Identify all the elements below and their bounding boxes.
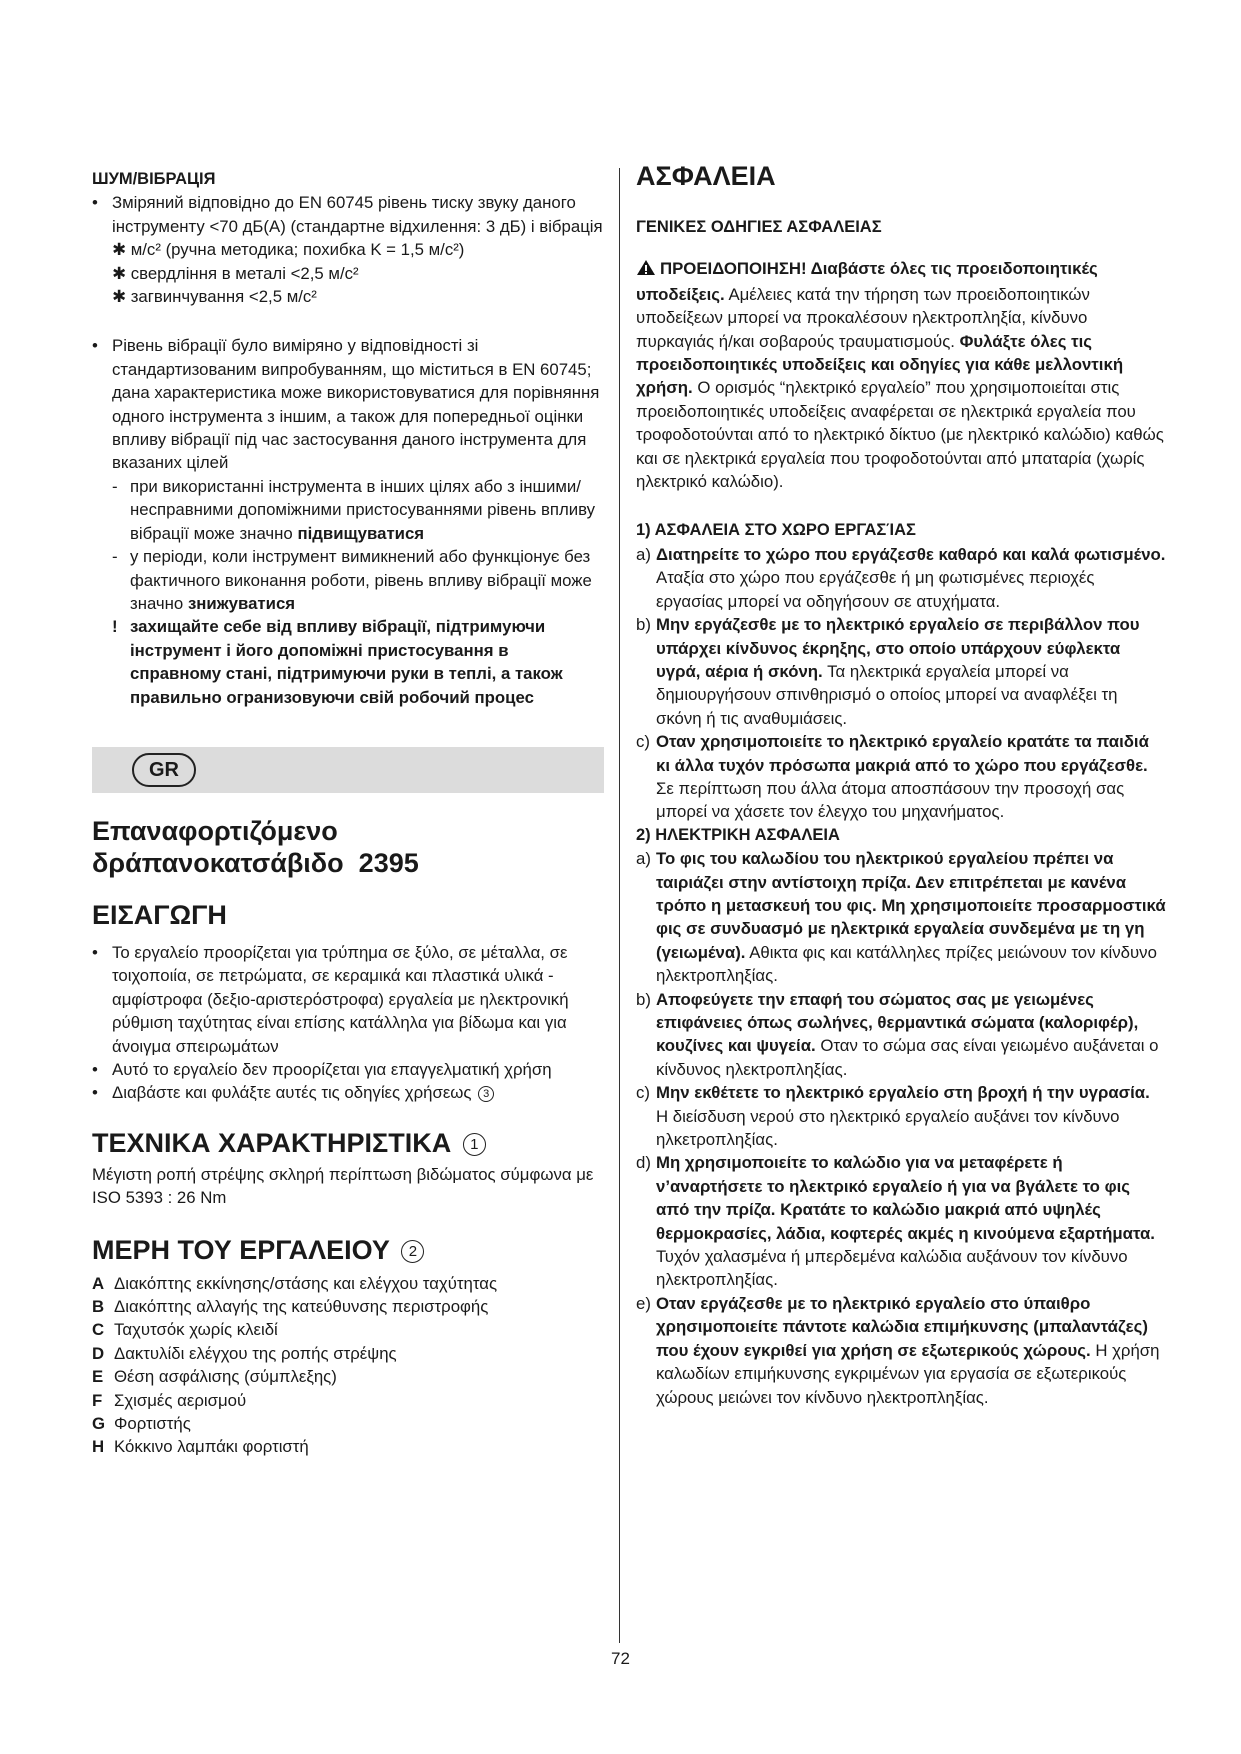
safety-title: ΑΣΦΑΛΕΙΑ [636,161,776,191]
parts-item: G Φορτιστής [92,1414,191,1434]
noise-bullet-1: • Зміряний відповідно до EN 60745 рівень тиску звуку даного інструменту <70 дБ(A) (стандартне відхилення: 3 дБ) і вібрація ✱ м/с² (ручна методика; похибка K = 1,5 м/с²) [92,193,603,260]
right-column [636,160,1166,1409]
section-2-item: c) Μην εκθέτετε το ηλεκτρικό εργαλείο στη βροχή ή την υγρασία. Η διείσδυση νερού στο ηλεκτρικό εργαλείο αυξάνει τον κίνδυνο ηλκετροπληξίας. [636,1083,1150,1150]
tech-heading: ΤΕΧΝΙΚΑ ΧΑΡΑΚΤΗΡΙΣΤΙΚΑ 1 [92,1127,604,1159]
parts-item: H Κόκκινο λαμπάκι φορτιστή [92,1437,309,1457]
language-bar [92,747,604,793]
section-2-item: b) Αποφεύγετε την επαφή του σώματος σας με γειωμένες επιφάνειες όπως σωλήνες, θερμαντικά σώματα (καλοριφέρ), κουζίνες και ψυγεία. Οταν το σώμα σας είναι γειωμένο αυξάνεται ο κίνδυνος ηλεκτροπληξίας. [636,989,1159,1079]
warning-icon [636,259,656,282]
noise-sub-1: ✱ свердління в металі <2,5 м/с² [112,263,359,283]
parts-list [92,1272,604,1459]
vibration-dash-2: - у періоди, коли інструмент вимикнений або функціонує без фактичного виконання роботи, рівень впливу вібрації може значно знижуватися [112,547,592,613]
page-number: 72 [611,1649,630,1668]
figure-ref-3: 3 [478,1086,494,1102]
vibration-dash-1: - при використанні інструмента в інших цілях або з іншими/несправними допоміжними пристосуваннями рівень впливу вібрації може значно підвищуватися [112,476,596,543]
noise-sub-2: ✱ загвинчування <2,5 м/с² [112,287,317,307]
tech-text: Μέγιστη ροπή στρέψης σκληρή περίπτωση βιδώματος σύμφωνα με ISO 5393 : 26 Nm [92,1164,594,1208]
parts-item: F Σχισμές αερισμού [92,1390,247,1410]
product-title: Επαναφορτιζόμενο δράπανοκατσάβιδο 2395 [92,815,419,878]
safety-subtitle: ΓΕΝΙΚΕΣ ΟΔΗΓΙΕΣ ΑΣΦΑΛΕΙΑΣ [636,218,882,236]
vibration-warning: ! захищайте себе від впливу вібрації, підтримуючи інструмент і його допоміжні пристосування в справному стані, підтримуючи руки в теплі, а також правильно огранизовуючи свій робочий процес [112,617,563,707]
parts-heading: ΜΕΡΗ ΤΟΥ ΕΡΓΑΛΕΙΟΥ 2 [92,1234,604,1266]
left-column [92,168,604,1459]
intro-heading: ΕΙΣΑΓΩΓΗ [92,899,227,930]
intro-bullet-1: • Το εργαλείο προορίζεται για τρύπημα σε ξύλο, σε μέταλλα, σε τοιχοποιία, σε πετρώματα, σε κεραμικά και πλαστικά υλικά - αμφίστροφα (δεξιο-αριστερόστροφα) εργαλεία με ηλεκτρονική ρύθμιση ταχύτητας είναι επίσης κατάλληλα για βίδωμα και για άνοιγμα σπειρωμάτων [92,942,569,1056]
parts-item: C Ταχυτσόκ χωρίς κλειδί [92,1320,278,1340]
section-1-item: c) Οταν χρησιμοποιείτε το ηλεκτρικό εργαλείο κρατάτε τα παιδιά κι άλλα τυχόν πρόσωπα μακριά από το χώρο που εργάζεσθε. Σε περίπτωση που άλλα άτομα αποσπάσουν την προσοχή σας μπορεί να χάσετε τον έλεγχο του μηχανήματος. [636,732,1149,822]
section-2-item: d) Μη χρησιμοποιείτε το καλώδιο για να μεταφέρετε ή ν’αναρτήσετε το ηλεκτρικό εργαλείο ή για να βγάλετε το φις από την πρίζα. Κρατάτε το καλώδιο μακριά από υψηλές θερμοκρασίες, λάδια, κοφτερές ακμές η κινούμενα εξαρτήματα. Τυχόν χαλασμένα ή μπερδεμένα καλώδια αυξάνουν τον κίνδυνο ηλεκτροπληξίας. [636,1153,1155,1290]
section-2-heading: 2) ΗΛΕΚΤΡΙΚΗ ΑΣΦΑΛΕΙΑ [636,825,840,844]
general-warning: ΠΡΟΕΙΔΟΠΟΙΗΣΗ! Διαβάστε όλες τις προειδοποιητικές υποδείξεις. Αμέλειες κατά την τήρηση των προειδοποιητικών υποδείξεων μπορεί να προκαλέσουν ηλεκτροπληξία, κίνδυνο πυρκαγιάς ή/και σοβαρούς τραυματισμούς. Φυλάξτε όλες τις προειδοποιητικές υποδείξεις και οδηγίες για κάθε μελλοντική χρήση. Ο ορισμός “ηλεκτρικό εργαλείο” που χρησιμοποιείται στις προειδοποιητικές υποδείξεις αναφέρεται σε ηλεκτρικά εργαλεία που τροφοδοτούνται από το ηλεκτρικό δίκτυο (με ηλεκτρικό καλώδιο) καθώς και σε ηλεκτρικά εργαλεία που τροφοδοτούνται από μπαταρία (χωρίς ηλεκτρικό καλώδιο). [636,259,1164,492]
section-2-item: a) Το φις του καλωδίου του ηλεκτρικού εργαλείου πρέπει να ταιριάζει στην αντίστοιχη πρίζα. Δεν επιτρέπεται με κανένα τρόπο η μετασκευή του φις. Μη χρησιμοποιείτε προσαρμοστικά φις σε συνδυασμό με ηλεκτρικά εργαλεία συνδεμένα με τη γη (γειωμένα). Αθικτα φις και κατάλληλες πρίζες μειώνουν τον κίνδυνο ηλεκτροπληξίας. [636,849,1166,986]
intro-bullet-2: • Αυτό το εργαλείο δεν προορίζεται για επαγγελματική χρήση [92,1059,552,1079]
noise-bullet-2: • Рівень вібрації було виміряно у відповідності зі стандартизованим випробуванням, що міститься в EN 60745; дана характеристика може використовуватися для порівняння одного інструмента з іншим, а також для попередньої оцінки впливу вібрації під час застосування даного інструмента для вказаних цілей [92,336,600,473]
noise-heading: ШУМ/ВІБРАЦІЯ [92,170,216,188]
parts-item: D Δακτυλίδι ελέγχου της ροπής στρέψης [92,1343,397,1363]
section-1-item: b) Μην εργάζεσθε με το ηλεκτρικό εργαλείο σε περιβάλλον που υπάρχει κίνδυνος έκρηξης, στο οποίο υπάρχουν εύφλεκτα υγρά, αέρια ή σκόνη. Τα ηλεκτρικά εργαλεία μπορεί να δημιουργήσουν σπινθηρισμό ο οποίος μπορεί να αναφλέξει τη σκόνη ή τις αναθυμιάσεις. [636,615,1140,728]
section-1-item: a) Διατηρείτε το χώρο που εργάζεσθε καθαρό και καλά φωτισμένο. Αταξία στο χώρο που εργάζεσθε ή μη φωτισμένες περιοχές εργασίας μπορεί να οδηγήσουν σε ατυχήματα. [636,544,1166,611]
column-divider [619,168,620,1643]
intro-bullet-3: • Διαβάστε και φυλάξτε αυτές τις οδηγίες χρήσεως 3 [92,1081,604,1104]
parts-item: E Θέση ασφάλισης (σύμπλεξης) [92,1367,337,1387]
figure-ref-2: 2 [401,1240,424,1263]
section-1-heading: 1) ΑΣΦΑΛΕΙΑ ΣΤΟ ΧΩΡΟ ΕΡΓΑΣΊΑΣ [636,521,916,540]
figure-ref-1: 1 [463,1133,486,1156]
language-badge: GR [132,753,196,787]
parts-item: B Διακόπτης αλλαγής της κατεύθυνσης περιστροφής [92,1297,489,1316]
parts-item: A Διακόπτης εκκίνησης/στάσης και ελέγχου ταχύτητας [92,1273,498,1293]
section-2-item: e) Οταν εργάζεσθε με το ηλεκτρικό εργαλείο στο ύπαιθρο χρησιμοποιείτε πάντοτε καλώδια επιμήκυνσης (μπαλαντάζες) που έχουν εγκριθεί για χρήση σε εξωτερικούς χώρους. Η χρήση καλωδίων επιμήκυνσης εγκριμένων για εργασία σε εξωτερικούς χώρους μειώνει τον κίνδυνο ηλεκτροπληξίας. [636,1293,1160,1407]
